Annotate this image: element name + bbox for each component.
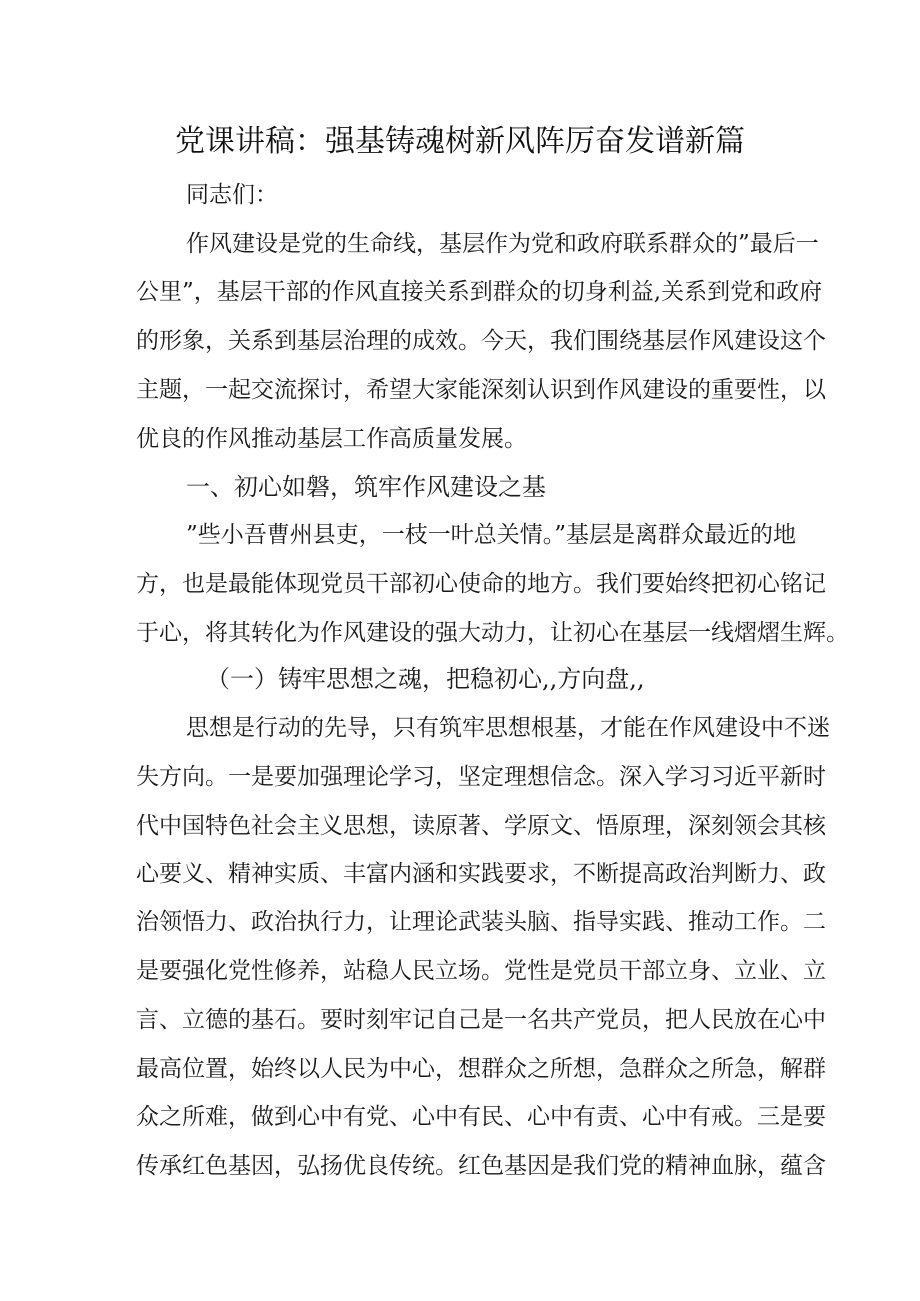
body-line: 言、立德的基石。要时刻牢记自己是一名共产党员，把人民放在心中 bbox=[136, 1007, 826, 1033]
body-line: 代中国特色社会主义思想，读原著、学原文、悟原理，深刻领会其核 bbox=[136, 813, 826, 839]
salutation-line: 同志们： bbox=[186, 182, 278, 208]
body-line: 优良的作风推动基层工作高质量发展。 bbox=[136, 426, 527, 452]
body-line: 方，也是最能体现党员干部初心使命的地方。我们要始终把初心铭记 bbox=[136, 571, 826, 597]
body-line: 传承红色基因，弘扬优良传统。红色基因是我们党的精神血脉，蕴含 bbox=[136, 1153, 826, 1179]
body-line: 最高位置，始终以人民为中心，想群众之所想，急群众之所急，解群 bbox=[136, 1056, 826, 1082]
body-line: 公里”，基层干部的作风直接关系到群众的切身利益,关系到党和政府 bbox=[136, 279, 823, 305]
body-line: 于心，将其转化为作风建设的强大动力，让初心在基层一线熠熠生辉。 bbox=[136, 620, 849, 646]
body-line: 失方向。一是要加强理论学习，坚定理想信念。深入学习习近平新时 bbox=[136, 764, 826, 790]
body-line: 作风建设是党的生命线，基层作为党和政府联系群众的”最后一 bbox=[186, 231, 819, 257]
body-line: ”些小吾曹州县吏，一枝一叶总关情。”基层是离群众最近的地 bbox=[186, 522, 797, 548]
body-line: 治领悟力、政治执行力，让理论武装头脑、指导实践、推动工作。二 bbox=[136, 909, 826, 935]
body-line: 思想是行动的先导，只有筑牢思想根基，才能在作风建设中不迷 bbox=[186, 715, 830, 741]
section-heading: 一、初心如磐，筑牢作风建设之基 bbox=[186, 473, 546, 501]
body-line: 是要强化党性修养，站稳人民立场。党性是党员干部立身、立业、立 bbox=[136, 958, 826, 984]
subsection-heading: （一）铸牢思想之魂，把稳初心,,方向盘,, bbox=[206, 665, 645, 693]
document-title: 党课讲稿：强基铸魂树新风阵厉奋发谱新篇 bbox=[175, 124, 745, 159]
body-line: 的形象，关系到基层治理的成效。今天，我们围绕基层作风建设这个 bbox=[136, 328, 826, 354]
body-line: 主题，一起交流探讨，希望大家能深刻认识到作风建设的重要性，以 bbox=[136, 377, 826, 403]
body-line: 众之所难，做到心中有党、心中有民、心中有责、心中有戒。三是要 bbox=[136, 1104, 826, 1130]
body-line: 心要义、精神实质、丰富内涵和实践要求，不断提高政治判断力、政 bbox=[136, 861, 826, 887]
